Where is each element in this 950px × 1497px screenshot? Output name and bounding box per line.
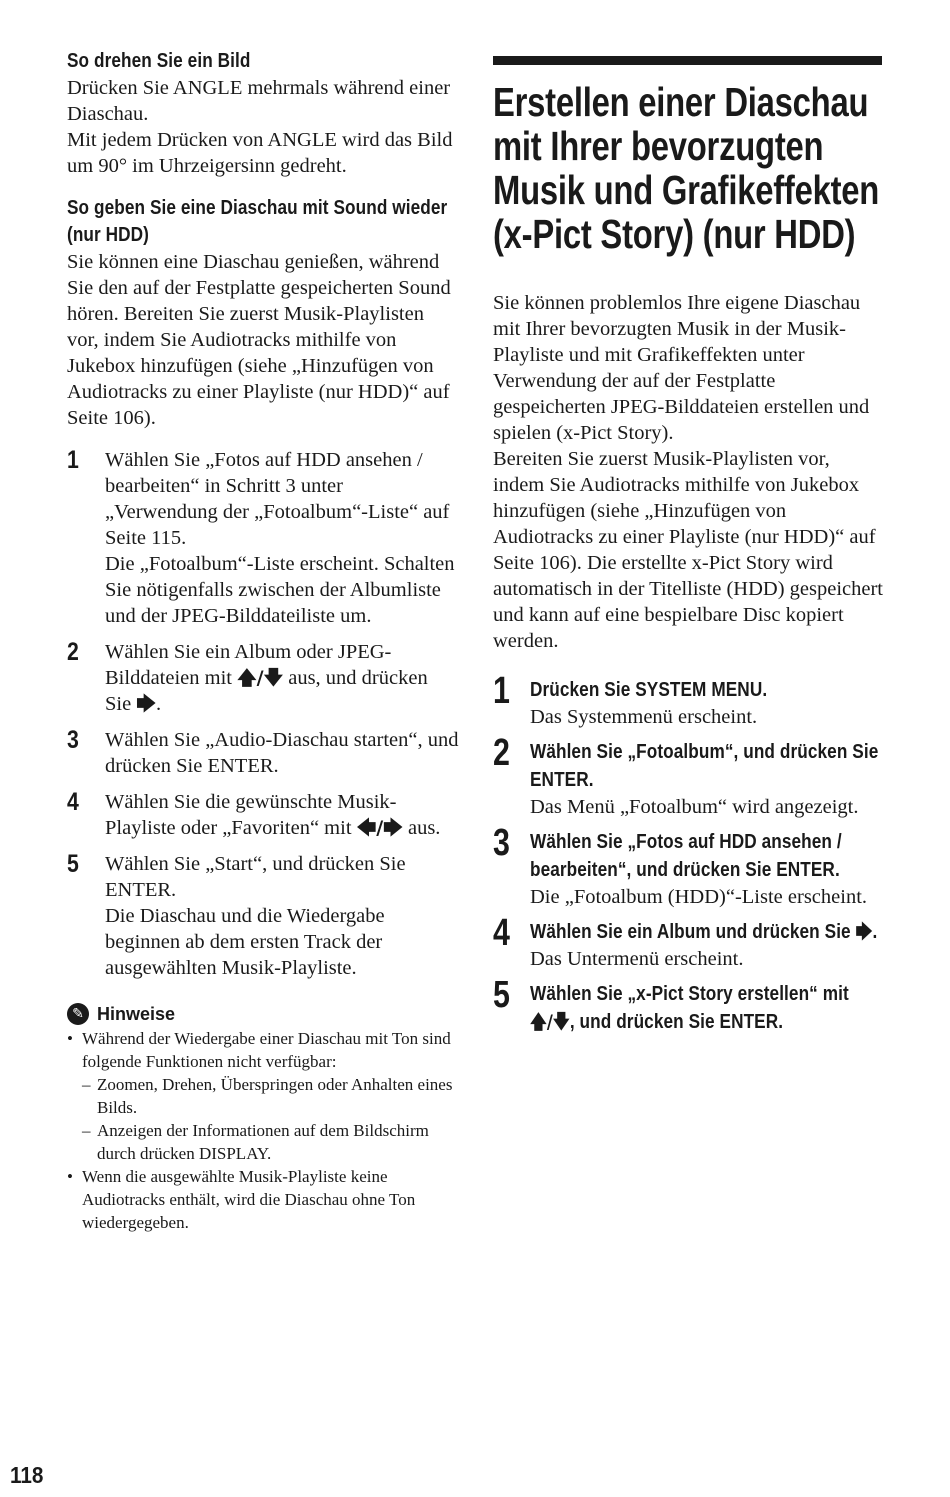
step-4 [493, 912, 885, 972]
step-number: 4 [493, 912, 510, 954]
step-5 [67, 851, 459, 981]
page-number: 118 [10, 1462, 44, 1488]
step-number: 5 [67, 850, 79, 878]
step-heading: Wählen Sie ein Album und drücken Sie 🡆. [530, 921, 878, 943]
step-text: Wählen Sie die gewünschte Musik-Playliste oder „Favoriten“ mit 🡄/🡆 aus. [105, 791, 441, 839]
step-text: Wählen Sie ein Album oder JPEG-Bilddateien mit 🡅/🡇 aus, und drücken Sie 🡆. [105, 641, 428, 715]
right-arrow-icon: 🡆 [136, 693, 156, 715]
right-arrow-icon: 🡆 [855, 921, 873, 943]
step-2 [493, 732, 885, 820]
list-item: • Während der Wiedergabe einer Diaschau mit Ton sind folgende Funktionen nicht verfügbar: [67, 1027, 459, 1073]
step-3 [493, 822, 885, 910]
list-item: – Zoomen, Drehen, Überspringen oder Anhalten eines Bilds. [82, 1075, 453, 1117]
step-text: Wählen Sie „Fotos auf HDD ansehen / bearbeiten“ in Schritt 3 unter „Verwendung der „Fotoalbum“-Liste“ auf Seite 115. Die „Fotoalbum“-Liste erscheint. Schalten Sie nötigenfalls zwischen der Albumliste und der JPEG-Bilddateiliste um. [105, 449, 455, 627]
step-number: 1 [67, 446, 79, 474]
step-heading: Wählen Sie „x-Pict Story erstellen“ mit 🡅/🡇, und drücken Sie ENTER. [530, 983, 849, 1033]
page-title: Erstellen einer Diaschau mit Ihrer bevorzugten Musik und Grafikeffekten (x-Pict Story) (nur HDD) [493, 79, 880, 257]
title-rule [493, 56, 882, 65]
step-heading: Wählen Sie „Fotoalbum“, und drücken Sie ENTER. [530, 741, 879, 791]
step-text: Das Menü „Fotoalbum“ wird angezeigt. [530, 796, 859, 818]
hints-header [67, 1003, 459, 1025]
step-heading: Drücken Sie SYSTEM MENU. [530, 679, 768, 701]
list-item: • Wenn die ausgewählte Musik-Playliste keine Audiotracks enthält, wird die Diaschau ohne Ton wiedergegeben. [67, 1165, 459, 1234]
intro-text: Sie können problemlos Ihre eigene Diaschau mit Ihrer bevorzugten Musik in der Musik-Playliste und mit Grafikeffekten unter Verwendung der auf der Festplatte gespeicherten JPEG-Bilddateien erstellen und spielen (x-Pict Story). Bereiten Sie zuerst Musik-Playlisten vor, indem Sie Audiotracks mithilfe von Jukebox hinzufügen (siehe „Hinzufügen von Audiotracks zu einer Playliste (nur HDD)“ auf Seite 106). Die erstellte x-Pict Story wird automatisch in der Titelliste (HDD) gespeichert und kann auf eine bespielbare Disc kopiert werden. [493, 292, 883, 652]
step-1 [493, 670, 885, 730]
right-column [493, 56, 885, 1044]
step-2 [67, 639, 459, 717]
up-down-arrow-icon: 🡅/🡇 [237, 667, 284, 689]
hints-list [67, 1027, 459, 1234]
step-number: 2 [493, 732, 510, 774]
hints-title: Hinweise [97, 1003, 176, 1024]
step-1 [67, 447, 459, 629]
step-number: 5 [493, 974, 510, 1016]
heading-rotate: So drehen Sie ein Bild [67, 50, 251, 72]
step-number: 3 [493, 822, 510, 864]
left-right-arrow-icon: 🡄/🡆 [356, 817, 403, 839]
section-rotate [67, 48, 459, 179]
step-number: 4 [67, 788, 79, 816]
section-sound [67, 195, 459, 431]
step-4 [67, 789, 459, 841]
step-number: 3 [67, 726, 79, 754]
heading-sound: So geben Sie eine Diaschau mit Sound wieder (nur HDD) [67, 197, 448, 246]
text-sound: Sie können eine Diaschau genießen, während Sie den auf der Festplatte gespeicherten Sound hören. Bereiten Sie zuerst Musik-Playlisten vor, indem Sie Audiotracks mithilfe von Jukebox hinzufügen (siehe „Hinzufügen von Audiotracks zu einer Playliste (nur HDD)“ auf Seite 106). [67, 251, 451, 429]
step-5 [493, 974, 885, 1036]
list-item: – Anzeigen der Informationen auf dem Bildschirm durch drücken DISPLAY. [82, 1121, 429, 1163]
up-down-arrow-icon: 🡅/🡇 [530, 1011, 570, 1033]
step-text: Die „Fotoalbum (HDD)“-Liste erscheint. [530, 886, 868, 908]
step-text: Das Untermenü erscheint. [530, 948, 744, 970]
step-text: Das Systemmenü erscheint. [530, 706, 758, 728]
left-column [67, 48, 459, 1234]
step-text: Wählen Sie „Audio-Diaschau starten“, und drücken Sie ENTER. [105, 729, 459, 777]
step-3 [67, 727, 459, 779]
step-number: 1 [493, 670, 510, 712]
hint-icon: ✎ [67, 1003, 89, 1025]
step-number: 2 [67, 638, 79, 666]
step-text: Wählen Sie „Start“, und drücken Sie ENTER. Die Diaschau und die Wiedergabe beginnen ab dem ersten Track der ausgewählten Musik-Playliste. [105, 853, 406, 979]
text-rotate: Drücken Sie ANGLE mehrmals während einer Diaschau. Mit jedem Drücken von ANGLE wird das Bild um 90° im Uhrzeigersinn gedreht. [67, 77, 453, 177]
step-heading: Wählen Sie „Fotos auf HDD ansehen / bearbeiten“, und drücken Sie ENTER. [530, 831, 842, 881]
